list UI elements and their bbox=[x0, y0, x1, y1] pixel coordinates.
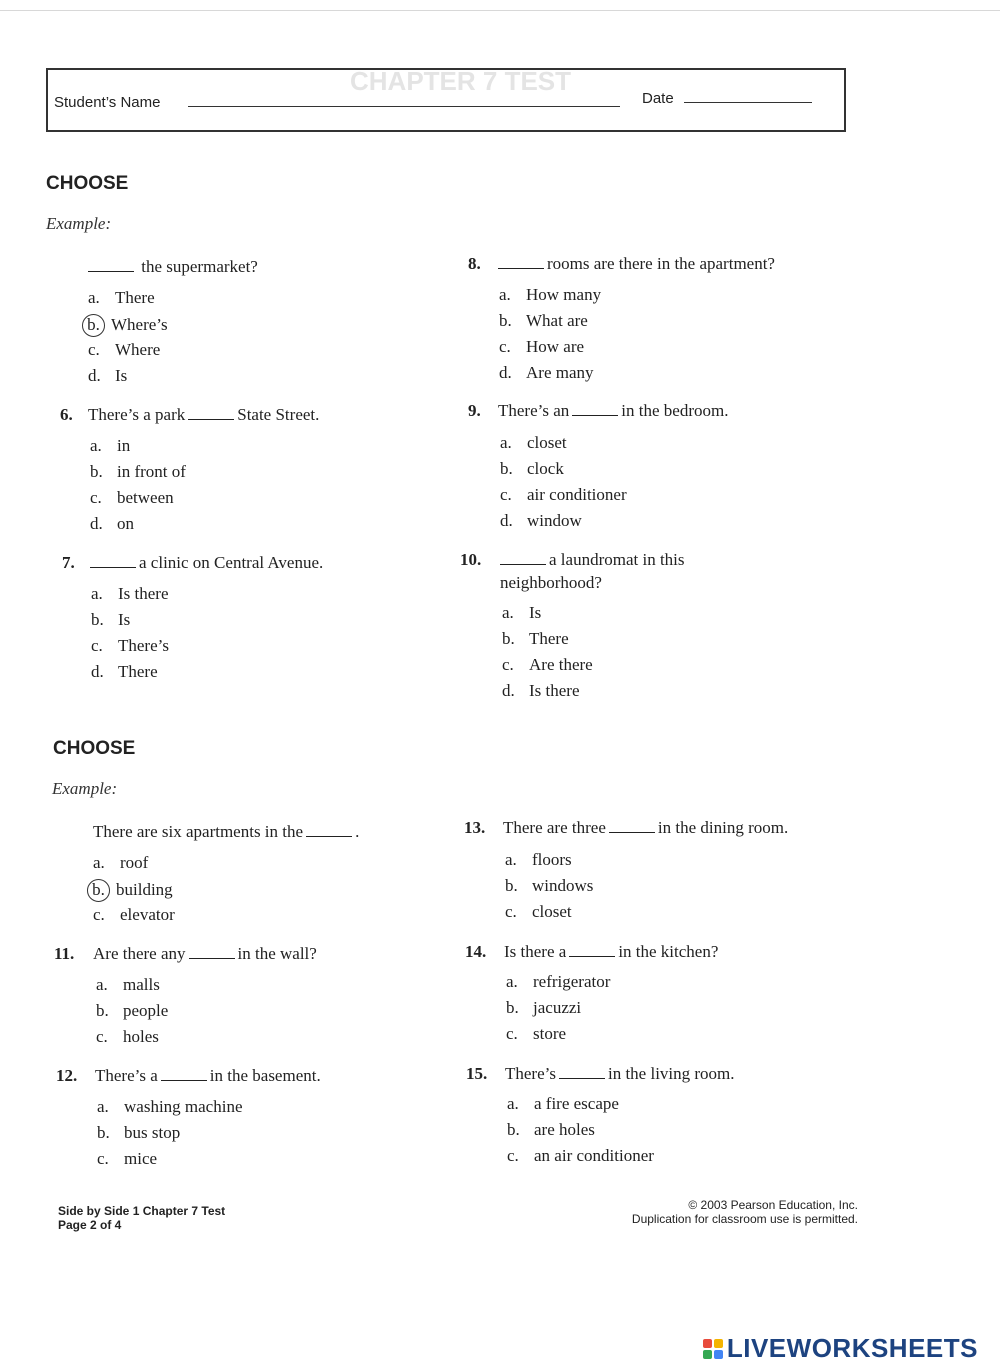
q7-option-b[interactable]: b. Is bbox=[91, 610, 131, 629]
q7-option-a[interactable]: a. Is there bbox=[91, 584, 169, 603]
q14-option-a[interactable]: a. refrigerator bbox=[506, 972, 611, 991]
q12-option-b[interactable]: b. bus stop bbox=[97, 1123, 181, 1142]
date-field[interactable] bbox=[684, 102, 812, 103]
q11-option-b[interactable]: b. people bbox=[96, 1001, 169, 1020]
answer-blank[interactable] bbox=[161, 1068, 207, 1081]
section2-title: CHOOSE bbox=[53, 738, 136, 759]
q7-option-c[interactable]: c. There’s bbox=[91, 636, 169, 655]
answer-blank[interactable] bbox=[572, 403, 618, 416]
q9-option-b[interactable]: b. clock bbox=[500, 459, 564, 478]
q12-option-c[interactable]: c. mice bbox=[97, 1149, 158, 1168]
answer-blank bbox=[306, 824, 352, 837]
answer-blank bbox=[88, 259, 134, 272]
q9-option-a[interactable]: a. closet bbox=[500, 433, 567, 452]
q13-option-c[interactable]: c. closet bbox=[505, 902, 572, 921]
ghost-title: CHAPTER 7 TEST bbox=[350, 66, 572, 96]
footer-right bbox=[598, 1198, 858, 1226]
example-option-c[interactable]: c. Where bbox=[88, 340, 161, 359]
answer-blank[interactable] bbox=[559, 1066, 605, 1079]
footer-book-title: Side by Side 1 Chapter 7 Test bbox=[58, 1204, 226, 1218]
question-14: 14. Is there a in the kitchen? bbox=[465, 942, 719, 961]
example-option-a[interactable]: a. There bbox=[88, 288, 155, 307]
q10-option-d[interactable]: d. Is there bbox=[502, 681, 580, 700]
q13-option-a[interactable]: a. floors bbox=[505, 850, 572, 869]
q10-option-b[interactable]: b. There bbox=[502, 629, 569, 648]
q8-option-d[interactable]: d. Are many bbox=[499, 363, 594, 382]
question-9: 9. There’s an in the bedroom. bbox=[468, 401, 729, 420]
selected-answer-circle: b. bbox=[82, 314, 105, 337]
answer-blank[interactable] bbox=[498, 256, 544, 269]
example-option-b-selected[interactable]: b. Where’s bbox=[88, 314, 168, 337]
q15-option-b[interactable]: b. are holes bbox=[507, 1120, 595, 1139]
q8-option-a[interactable]: a. How many bbox=[499, 285, 602, 304]
q15-option-c[interactable]: c. an air conditioner bbox=[507, 1146, 654, 1165]
question-13: 13. There are three in the dining room. bbox=[464, 818, 789, 837]
section1-example-question bbox=[88, 257, 258, 277]
example2-option-c[interactable]: c. elevator bbox=[93, 905, 175, 924]
q10-option-a[interactable]: a. Is bbox=[502, 603, 542, 622]
q6-option-c[interactable]: c. between bbox=[90, 488, 174, 507]
q13-option-b[interactable]: b. windows bbox=[505, 876, 594, 895]
q12-option-a[interactable]: a. washing machine bbox=[97, 1097, 243, 1116]
student-name-label: Student’s Name bbox=[54, 94, 161, 111]
footer-copyright: © 2003 Pearson Education, Inc. bbox=[688, 1198, 858, 1212]
answer-blank[interactable] bbox=[189, 946, 235, 959]
q6-option-d[interactable]: d. on bbox=[90, 514, 134, 533]
q14-option-c[interactable]: c. store bbox=[506, 1024, 567, 1043]
question-text: the supermarket? bbox=[141, 257, 258, 276]
footer-permission: Duplication for classroom use is permitted. bbox=[631, 1212, 858, 1226]
logo-grid-icon bbox=[703, 1339, 723, 1359]
question-7: 7. a clinic on Central Avenue. bbox=[62, 553, 324, 572]
answer-blank[interactable] bbox=[569, 944, 615, 957]
q14-option-b[interactable]: b. jacuzzi bbox=[506, 998, 582, 1017]
footer-page-number: Page 2 of 4 bbox=[58, 1218, 122, 1232]
question-15: 15. There’s in the living room. bbox=[466, 1064, 735, 1083]
example-option-d[interactable]: d. Is bbox=[88, 366, 128, 385]
section1-example-label: Example: bbox=[46, 214, 112, 233]
answer-blank[interactable] bbox=[500, 552, 546, 565]
footer-left bbox=[58, 1204, 225, 1232]
date-label: Date bbox=[642, 90, 674, 107]
question-10: 10. a laundromat in this bbox=[460, 550, 685, 569]
student-name-field[interactable] bbox=[188, 106, 620, 107]
question-8: 8. rooms are there in the apartment? bbox=[468, 254, 775, 273]
q15-option-a[interactable]: a. a fire escape bbox=[507, 1094, 619, 1113]
example2-option-a[interactable]: a. roof bbox=[93, 853, 149, 872]
q9-option-c[interactable]: c. air conditioner bbox=[500, 485, 627, 504]
section2-example-label: Example: bbox=[52, 779, 118, 798]
logo-text: LIVEWORKSHEETS bbox=[726, 1333, 978, 1363]
section2-example-question: There are six apartments in the . bbox=[93, 822, 360, 841]
q6-option-b[interactable]: b. in front of bbox=[90, 462, 186, 481]
q6-option-a[interactable]: a. in bbox=[90, 436, 131, 455]
q9-option-d[interactable]: d. window bbox=[500, 511, 582, 530]
q11-option-c[interactable]: c. holes bbox=[96, 1027, 159, 1046]
question-12: 12. There’s a in the basement. bbox=[56, 1066, 321, 1085]
page-top-edge bbox=[0, 10, 1000, 11]
q10-option-c[interactable]: c. Are there bbox=[502, 655, 593, 674]
selected-answer-circle: b. bbox=[87, 879, 110, 902]
q8-option-c[interactable]: c. How are bbox=[499, 337, 585, 356]
student-info-box bbox=[46, 68, 846, 132]
question-11: 11. Are there any in the wall? bbox=[54, 944, 317, 963]
section1-title: CHOOSE bbox=[46, 173, 129, 194]
answer-blank[interactable] bbox=[90, 555, 136, 568]
example2-option-b-selected[interactable]: b. building bbox=[93, 879, 173, 902]
liveworksheets-logo bbox=[703, 1333, 978, 1364]
question-text: There are six apartments in the bbox=[93, 822, 304, 841]
q8-option-b[interactable]: b. What are bbox=[499, 311, 588, 330]
question-10-line2: neighborhood? bbox=[500, 573, 602, 592]
answer-blank[interactable] bbox=[188, 407, 234, 420]
answer-blank[interactable] bbox=[609, 820, 655, 833]
question-6: 6. There’s a park State Street. bbox=[60, 405, 320, 424]
q7-option-d[interactable]: d. There bbox=[91, 662, 158, 681]
q11-option-a[interactable]: a. malls bbox=[96, 975, 160, 994]
